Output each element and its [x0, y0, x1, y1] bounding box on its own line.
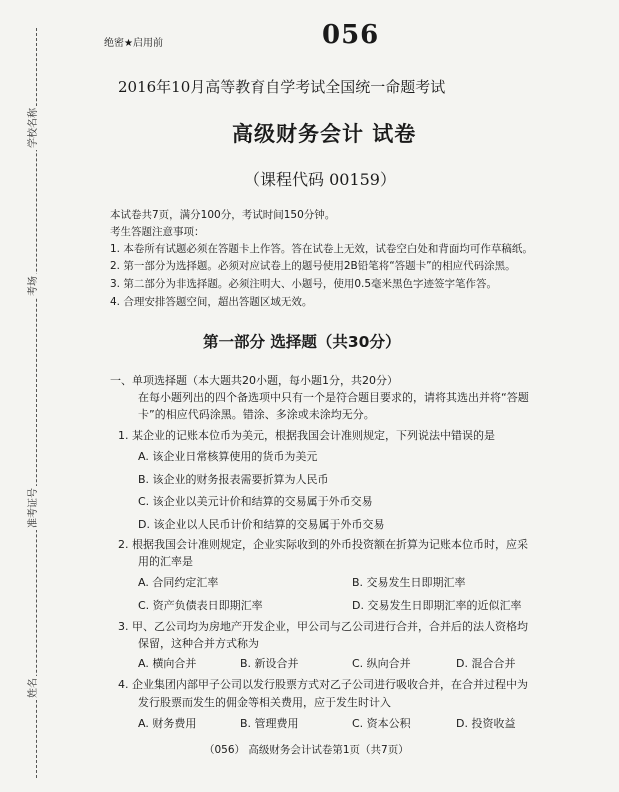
- question-3-stem-cont: 保留，这种合并方式称为: [138, 637, 259, 650]
- question-4-option-c: C. 资本公积: [352, 717, 411, 730]
- question-1-option-c: C. 该企业以美元计价和结算的交易属于外币交易: [138, 495, 373, 508]
- question-1-option-d: D. 该企业以人民币计价和结算的交易属于外币交易: [138, 518, 385, 531]
- course-code: （课程代码 00159）: [244, 170, 396, 189]
- note-item: 1. 本卷所有试题必须在答题卡上作答。答在试卷上无效，试卷空白处和背面均可作草稿纸。: [110, 243, 533, 255]
- question-1-option-a: A. 该企业日常核算使用的货币为美元: [138, 450, 318, 463]
- question-3-option-c: C. 纵向合并: [352, 657, 411, 670]
- question-3-option-d: D. 混合合并: [456, 657, 516, 670]
- question-2-option-a: A. 合同约定汇率: [138, 576, 219, 589]
- page-footer: （056） 高级财务会计试卷第1页（共7页）: [204, 744, 409, 756]
- secret-mark: 绝密★启用前: [104, 38, 163, 49]
- question-4-option-b: B. 管理费用: [240, 717, 299, 730]
- part-one-title: 第一部分 选择题（共30分）: [203, 333, 401, 351]
- section-instruction: 在每小题列出的四个备选项中只有一个是符合题目要求的，请将其选出并将“答题: [138, 391, 529, 404]
- admission-number-label: 准考证号: [24, 486, 39, 530]
- question-4-stem: 4. 企业集团内部甲子公司以发行股票方式对乙子公司进行吸收合并，在合并过程中为: [118, 678, 528, 691]
- question-2-option-d: D. 交易发生日即期汇率的近似汇率: [352, 599, 522, 612]
- paper-code: 056: [322, 20, 380, 50]
- question-2-stem: 2. 根据我国会计准则规定，企业实际收到的外币投资额在折算为记账本位币时，应采: [118, 538, 528, 551]
- section-instruction: 卡”的相应代码涂黑。错涂、多涂或未涂均无分。: [138, 408, 375, 421]
- question-3-option-a: A. 横向合并: [138, 657, 197, 670]
- question-3-option-b: B. 新设合并: [240, 657, 299, 670]
- subject-title: 高级财务会计 试卷: [232, 121, 417, 146]
- question-1-option-b: B. 该企业的财务报表需要折算为人民币: [138, 473, 329, 486]
- intro-line: 本试卷共7页，满分100分，考试时间150分钟。: [110, 209, 336, 221]
- question-3-stem: 3. 甲、乙公司均为房地产开发企业，甲公司与乙公司进行合并，合并后的法人资格均: [118, 620, 528, 633]
- question-4-stem-cont: 发行股票而发生的佣金等相关费用，应于发生时计入: [138, 696, 391, 709]
- note-item: 3. 第二部分为非选择题。必须注明大、小题号，使用0.5毫米黑色字迹签字笔作答。: [110, 278, 498, 290]
- question-4-option-a: A. 财务费用: [138, 717, 197, 730]
- exam-title: 2016年10月高等教育自学考试全国统一命题考试: [118, 78, 446, 96]
- question-1-stem: 1. 某企业的记账本位币为美元，根据我国会计准则规定，下列说法中错误的是: [118, 429, 495, 442]
- exam-room-label: 考场: [24, 274, 39, 298]
- question-2-stem-cont: 用的汇率是: [138, 555, 193, 568]
- question-2-option-b: B. 交易发生日即期汇率: [352, 576, 466, 589]
- section-heading: 一、单项选择题（本大题共20小题，每小题1分，共20分）: [110, 374, 398, 387]
- question-2-option-c: C. 资产负债表日即期汇率: [138, 599, 263, 612]
- note-item: 2. 第一部分为选择题。必须对应试卷上的题号使用2B铅笔将“答题卡”的相应代码涂黑。: [110, 260, 516, 272]
- school-name-label: 学校名称: [24, 106, 39, 150]
- question-4-option-d: D. 投资收益: [456, 717, 516, 730]
- candidate-name-label: 姓名: [24, 676, 39, 700]
- notes-title: 考生答题注意事项：: [110, 226, 205, 238]
- note-item: 4. 合理安排答题空间，超出答题区域无效。: [110, 296, 313, 308]
